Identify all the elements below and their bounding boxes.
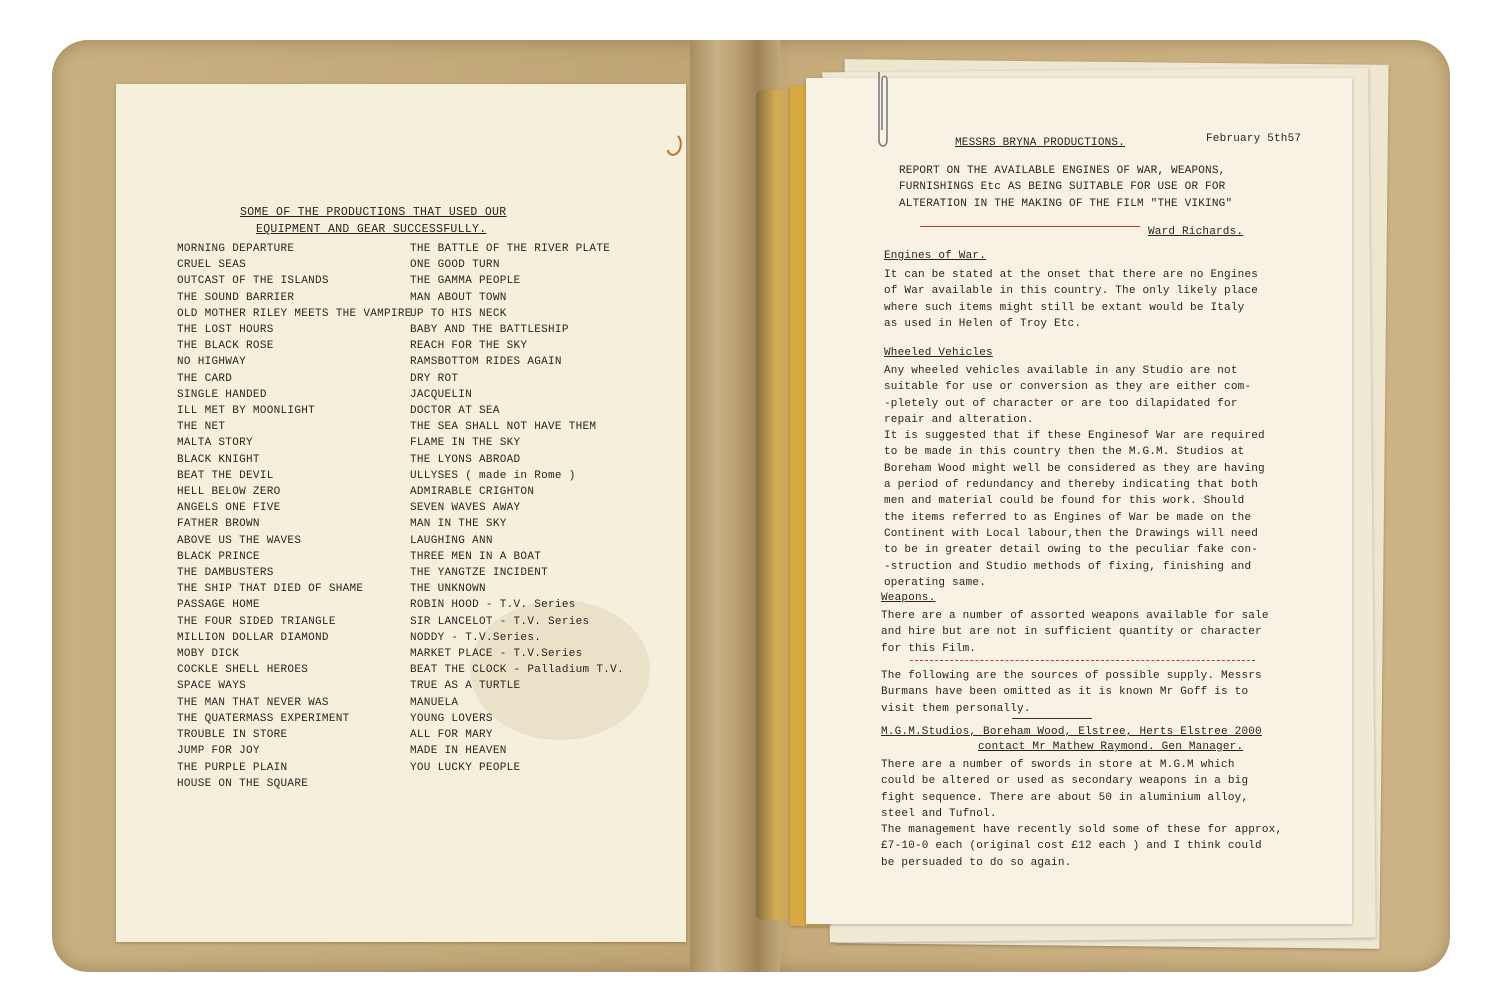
production-title: CRUEL SEAS (177, 259, 247, 272)
production-title: TRUE AS A TURTLE (410, 680, 521, 693)
production-title: THE GAMMA PEOPLE (410, 275, 521, 288)
production-title: YOU LUCKY PEOPLE (410, 761, 521, 774)
production-title: MAN IN THE SKY (410, 518, 507, 531)
production-title: PASSAGE HOME (177, 599, 260, 612)
production-title: DRY ROT (410, 372, 459, 385)
production-title: THE BLACK ROSE (177, 340, 274, 353)
production-title: MALTA STORY (177, 437, 253, 450)
mgm-address: M.G.M.Studios, Boreham Wood, Elstree, Herts Elstree 2000 (881, 726, 1262, 738)
paragraph-line: a period of redundancy and thereby indicating that both (884, 479, 1259, 492)
production-title: THREE MEN IN A BOAT (410, 550, 542, 563)
production-title: MADE IN HEAVEN (410, 745, 507, 758)
paragraph-line: -struction and Studio methods of fixing, finishing and (884, 560, 1252, 573)
production-title: REACH FOR THE SKY (410, 340, 528, 353)
production-title: MILLION DOLLAR DIAMOND (177, 631, 329, 644)
paragraph-line: be persuaded to do so again. (881, 856, 1072, 869)
paragraph-line: The management have recently sold some of these for approx, (881, 824, 1283, 837)
production-title: SIR LANCELOT - T.V. Series (410, 615, 590, 628)
company-name: MESSRS BRYNA PRODUCTIONS. (955, 137, 1126, 149)
sources-paragraph (881, 668, 1262, 717)
mgm-paragraph (881, 757, 1282, 871)
report-title-line: FURNISHINGS Etc AS BEING SUITABLE FOR USE OR FOR (899, 181, 1226, 194)
paragraph-line: It can be stated at the onset that there are no Engines (884, 269, 1259, 281)
report-title-line: ALTERATION IN THE MAKING OF THE FILM "THE VIKING" (899, 197, 1233, 210)
paragraph-line: Any wheeled vehicles available in any Studio are not (884, 365, 1238, 377)
production-title: JUMP FOR JOY (177, 745, 260, 758)
heading-line-2: EQUIPMENT AND GEAR SUCCESSFULLY. (256, 223, 487, 236)
wheeled-paragraph (884, 363, 1265, 591)
production-title: ROBIN HOOD - T.V. Series (410, 599, 576, 612)
production-title: ONE GOOD TURN (410, 259, 500, 272)
production-title: BLACK KNIGHT (177, 453, 260, 466)
paragraph-line: as used in Helen of Troy Etc. (884, 317, 1082, 330)
production-title: MANUELA (410, 696, 459, 709)
production-title: ABOVE US THE WAVES (177, 534, 302, 547)
report-title-line: REPORT ON THE AVAILABLE ENGINES OF WAR, WEAPONS, (899, 165, 1226, 177)
production-title: BEAT THE DEVIL (177, 469, 274, 482)
paragraph-line: There are a number of assorted weapons available for sale (881, 610, 1269, 622)
production-title: TROUBLE IN STORE (177, 729, 288, 742)
paragraph-line: Continent with Local labour,then the Drawings will need (884, 527, 1259, 540)
production-title: THE FOUR SIDED TRIANGLE (177, 615, 336, 628)
production-title: MARKET PLACE - T.V.Series (410, 648, 583, 661)
production-title: FLAME IN THE SKY (410, 437, 521, 450)
production-title: SPACE WAYS (177, 680, 247, 693)
report-author: Ward Richards. (1148, 226, 1244, 238)
production-title: OLD MOTHER RILEY MEETS THE VAMPIRE (177, 307, 412, 320)
paragraph-line: The following are the sources of possible supply. Messrs (881, 670, 1262, 682)
production-title: UP TO HIS NECK (410, 307, 507, 320)
production-title: DOCTOR AT SEA (410, 405, 500, 418)
productions-column-2 (410, 241, 624, 776)
production-title: ALL FOR MARY (410, 729, 493, 742)
production-title: ANGELS ONE FIVE (177, 502, 281, 515)
production-title: JACQUELIN (410, 388, 473, 401)
paragraph-line: to be in greater detail owing to the peculiar fake con- (884, 544, 1259, 557)
paragraph-line: fight sequence. There are about 50 in aluminium alloy, (881, 791, 1249, 804)
paragraph-line: could be altered or used as secondary weapons in a big (881, 775, 1249, 788)
paragraph-line: £7-10-0 each (original cost £12 each ) and I think could (881, 840, 1262, 853)
paragraph-line: operating same. (884, 576, 987, 589)
paragraph-line: -pletely out of character or are too dilapidated for (884, 397, 1238, 410)
paragraph-line: of War available in this country. The only likely place (884, 285, 1259, 298)
production-title: THE PURPLE PLAIN (177, 761, 288, 774)
paragraph-line: Boreham Wood might well be considered as they are having (884, 462, 1265, 475)
production-title: COCKLE SHELL HEROES (177, 664, 309, 677)
section-heading-weapons: Weapons. (881, 592, 936, 604)
paragraph-line: Burmans have been omitted as it is known Mr Goff is to (881, 686, 1249, 699)
paragraph-line: and hire but are not in sufficient quantity or character (881, 626, 1262, 639)
productions-column-1 (177, 241, 412, 792)
productions-heading (240, 204, 530, 238)
heading-line-1: SOME OF THE PRODUCTIONS THAT USED OUR (240, 206, 507, 219)
production-title: THE LYONS ABROAD (410, 453, 521, 466)
production-title: OUTCAST OF THE ISLANDS (177, 275, 329, 288)
report-date: February 5th57 (1206, 133, 1302, 145)
production-title: FATHER BROWN (177, 518, 260, 531)
production-title: ULLYSES ( made in Rome ) (410, 469, 576, 482)
production-title: HOUSE ON THE SQUARE (177, 777, 309, 790)
paperclip-icon (876, 66, 890, 150)
paragraph-line: for this Film. (881, 642, 977, 655)
report-title (899, 163, 1232, 212)
production-title: MOBY DICK (177, 648, 240, 661)
paragraph-line: visit them personally. (881, 702, 1031, 715)
production-title: THE SEA SHALL NOT HAVE THEM (410, 421, 597, 434)
paragraph-line: the items referred to as Engines of War be made on the (884, 511, 1252, 524)
paragraph-line: There are a number of swords in store at M.G.M which (881, 759, 1235, 771)
production-title: NO HIGHWAY (177, 356, 247, 369)
staple-icon (664, 134, 684, 160)
paragraph-line: to be made in this country then the M.G.M. Studios at (884, 446, 1245, 459)
production-title: THE NET (177, 421, 226, 434)
production-title: ILL MET BY MOONLIGHT (177, 405, 316, 418)
production-title: RAMSBOTTOM RIDES AGAIN (410, 356, 562, 369)
production-title: BEAT THE CLOCK - Palladium T.V. (410, 664, 624, 677)
paragraph-line: where such items might still be extant would be Italy (884, 301, 1245, 314)
section-heading-engines: Engines of War. (884, 250, 987, 262)
production-title: THE UNKNOWN (410, 583, 486, 596)
production-title: THE CARD (177, 372, 233, 385)
production-title: SINGLE HANDED (177, 388, 267, 401)
production-title: YOUNG LOVERS (410, 712, 493, 725)
red-underline (920, 226, 1140, 227)
paragraph-line: steel and Tufnol. (881, 807, 997, 820)
paragraph-line: suitable for use or conversion as they are either com- (884, 381, 1252, 394)
paragraph-line: It is suggested that if these Enginesof War are required (884, 430, 1265, 443)
production-title: MORNING DEPARTURE (177, 243, 295, 255)
weapons-paragraph (881, 608, 1269, 657)
production-title: THE LOST HOURS (177, 324, 274, 337)
production-title: MAN ABOUT TOWN (410, 291, 507, 304)
section-heading-wheeled: Wheeled Vehicles (884, 347, 993, 359)
production-title: THE BATTLE OF THE RIVER PLATE (410, 243, 611, 255)
production-title: THE YANGTZE INCIDENT (410, 567, 549, 580)
production-title: THE MAN THAT NEVER WAS (177, 696, 329, 709)
engines-paragraph (884, 267, 1258, 332)
paragraph-line: repair and alteration. (884, 413, 1034, 426)
red-dashed-divider (910, 660, 1255, 661)
production-title: SEVEN WAVES AWAY (410, 502, 521, 515)
mgm-contact: contact Mr Mathew Raymond. Gen Manager. (978, 741, 1244, 753)
short-divider (1012, 718, 1092, 719)
production-title: THE QUATERMASS EXPERIMENT (177, 712, 350, 725)
production-title: ADMIRABLE CRIGHTON (410, 486, 535, 499)
production-title: THE SOUND BARRIER (177, 291, 295, 304)
production-title: BABY AND THE BATTLESHIP (410, 324, 569, 337)
production-title: BLACK PRINCE (177, 550, 260, 563)
paragraph-line: men and material could be found for this work. Should (884, 495, 1245, 508)
production-title: THE DAMBUSTERS (177, 567, 274, 580)
production-title: THE SHIP THAT DIED OF SHAME (177, 583, 364, 596)
production-title: HELL BELOW ZERO (177, 486, 281, 499)
production-title: LAUGHING ANN (410, 534, 493, 547)
production-title: NODDY - T.V.Series. (410, 631, 542, 644)
